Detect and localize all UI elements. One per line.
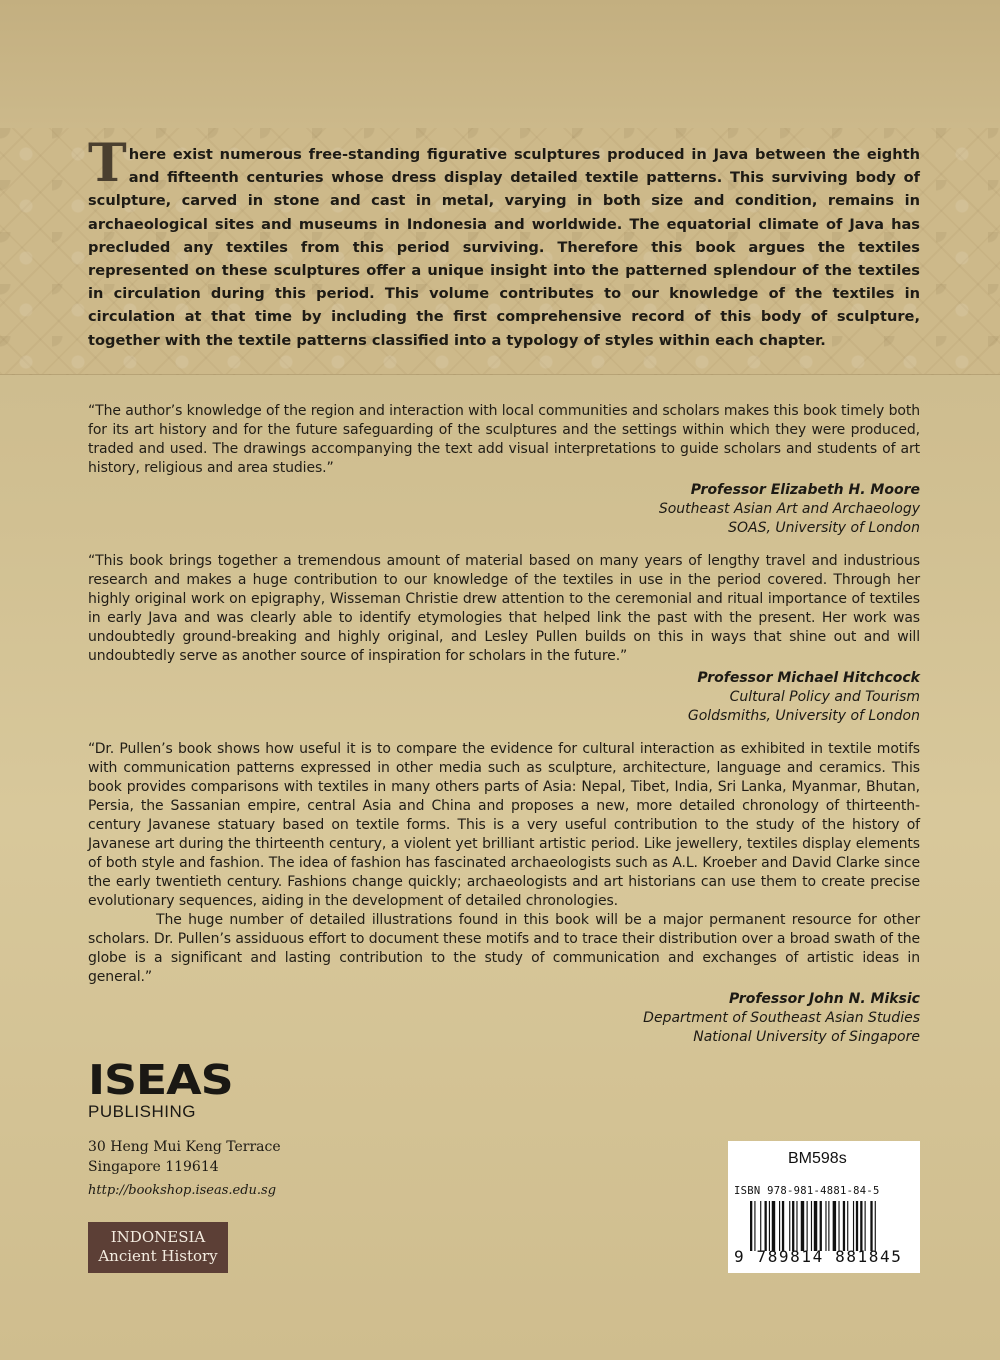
barcode-bar xyxy=(796,1201,797,1251)
barcode-bar xyxy=(801,1201,804,1251)
review-miksic xyxy=(88,740,920,1047)
review-quote: “This book brings together a tremendous amount of material based on many years of lengthy travel and industrious research and makes a huge contribution to our knowledge of the textiles in use in the period covered. Through her highly original work on epigraphy, Wisseman Christie drew attention to the ceremonial and ritual importance of textiles in early Java and was clearly able to identify etymologies that helped link the past with the present. Her work was undoubtedly ground-breaking and highly original, and Lesley Pullen builds on this in ways that shine out and will undoubtedly serve as another source of inspiration for scholars in the future.” xyxy=(88,553,920,664)
barcode-bar xyxy=(760,1201,761,1251)
isbn-label: ISBN 978-981-4881-84-5 xyxy=(734,1185,880,1197)
reviewer-name: Professor John N. Miksic xyxy=(728,991,920,1007)
barcode-bar xyxy=(833,1201,836,1251)
barcode-bar xyxy=(750,1201,752,1251)
drop-cap: T xyxy=(88,133,127,194)
barcode-bar xyxy=(772,1201,775,1251)
barcode-bar xyxy=(814,1201,817,1251)
barcode-bar xyxy=(754,1201,755,1251)
reviewer-institution: SOAS, University of London xyxy=(728,520,920,536)
category-badge xyxy=(88,1222,228,1273)
address-line: Singapore 119614 xyxy=(88,1159,219,1175)
barcode-bar xyxy=(765,1201,767,1251)
publisher-url: http://bookshop.iseas.edu.sg xyxy=(88,1183,277,1198)
reviewer-department: Cultural Policy and Tourism xyxy=(729,689,920,705)
barcode-bar xyxy=(853,1201,854,1251)
review-moore xyxy=(88,402,920,538)
publisher-address xyxy=(88,1137,281,1177)
product-code: BM598s xyxy=(788,1150,847,1167)
barcode-bar xyxy=(792,1201,794,1251)
publisher-logo: ISEAS xyxy=(88,1056,233,1104)
review-attribution xyxy=(88,990,920,1047)
review-attribution xyxy=(88,481,920,538)
review-quote: “The author’s knowledge of the region and interaction with local communities and scholars makes this book timely both for its art history and for the future safeguarding of the sculptures and the settings within which they were produced, traded and used. The drawings accompanying the text add visual interpretations to guide scholars and students of art history, religious and area studies.” xyxy=(88,403,920,476)
barcode-box xyxy=(728,1141,920,1273)
review-quote: “Dr. Pullen’s book shows how useful it is to compare the evidence for cultural interaction as exhibited in textile motifs with communication patterns expressed in other media such as sculpture, architecture, language and ceramics. This book provides comparisons with textiles in many others parts of Asia: Nepal, Tibet, India, Sri Lanka, Myanmar, Bhutan, Persia, the Sassanian empire, central Asia and China and proposes a new, more detailed chronology of thirteenth-century Javanese statuary based on textile forms. This is a very useful contribution to the study of the history of Javanese art during the thirteenth century, a violent yet brilliant artistic period. Like jewellery, textiles display elements of both style and fashion. The idea of fashion has fascinated archaeologists such as A.L. Kroeber and David Clarke since the early twentieth century. Fashions change quickly; archaeologists and art historians can use them to create precise evolutionary sequences, aiding in the development of detailed chronologies. xyxy=(88,741,920,909)
barcode-bar xyxy=(825,1201,826,1251)
category-subject: Ancient History xyxy=(98,1247,218,1265)
category-country: INDONESIA xyxy=(110,1228,206,1246)
review-hitchcock xyxy=(88,552,920,726)
barcode-bar xyxy=(820,1201,822,1251)
publisher-subtitle: PUBLISHING xyxy=(88,1102,196,1121)
barcode-bar xyxy=(847,1201,848,1251)
top-background xyxy=(0,0,1000,128)
barcode-bar xyxy=(843,1201,845,1251)
intro-text: here exist numerous free-standing figurative sculptures produced in Java between the eighth and fifteenth centuries whose dress display detailed textile patterns. This surviving body of sculpture, carved in stone and cast in metal, varying in both size and condition, remains in archaeological sites and museums in Indonesia and worldwide. The equatorial climate of Java has precluded any textiles from this period surviving. Therefore this book argues the textiles represented on these sculptures offer a unique insight into the patterned splendour of the textiles in circulation during this period. This volume contributes to our knowledge of the textiles in circulation at that time by including the first comprehensive record of this body of sculpture, together with the textile patterns classified into a typology of styles within each chapter. xyxy=(88,146,920,349)
reviewer-department: Department of Southeast Asian Studies xyxy=(643,1010,920,1026)
barcode-bar xyxy=(838,1201,839,1251)
barcode-bar xyxy=(811,1201,812,1251)
reviewer-institution: National University of Singapore xyxy=(693,1029,920,1045)
barcode-bar xyxy=(779,1201,780,1251)
reviewer-name: Professor Michael Hitchcock xyxy=(697,670,920,686)
barcode-bar xyxy=(769,1201,770,1251)
barcode-bar xyxy=(865,1201,866,1251)
barcode-bar xyxy=(856,1201,858,1251)
address-line: 30 Heng Mui Keng Terrace xyxy=(88,1139,281,1155)
reviewer-institution: Goldsmiths, University of London xyxy=(687,708,920,724)
barcode-bar xyxy=(870,1201,872,1251)
barcode-bar xyxy=(860,1201,862,1251)
barcode-bar xyxy=(875,1201,876,1251)
barcode-digits: 9 789814 881845 xyxy=(734,1247,903,1266)
review-attribution xyxy=(88,669,920,726)
barcode-bars xyxy=(750,1201,914,1251)
barcode-bar xyxy=(828,1201,829,1251)
intro-blurb xyxy=(88,133,920,352)
barcode-bar xyxy=(789,1201,790,1251)
reviewer-name: Professor Elizabeth H. Moore xyxy=(690,482,920,498)
barcode-bar xyxy=(807,1201,808,1251)
reviewer-department: Southeast Asian Art and Archaeology xyxy=(658,501,920,517)
barcode-bar xyxy=(782,1201,784,1251)
review-quote-continued: The huge number of detailed illustrations found in this book will be a major permanent resource for other scholars. Dr. Pullen’s assiduous effort to document these motifs and to trace their distribution over a broad swath of the globe is a significant and lasting contribution to the study of communication and exchanges of artistic ideas in general.” xyxy=(88,912,920,985)
